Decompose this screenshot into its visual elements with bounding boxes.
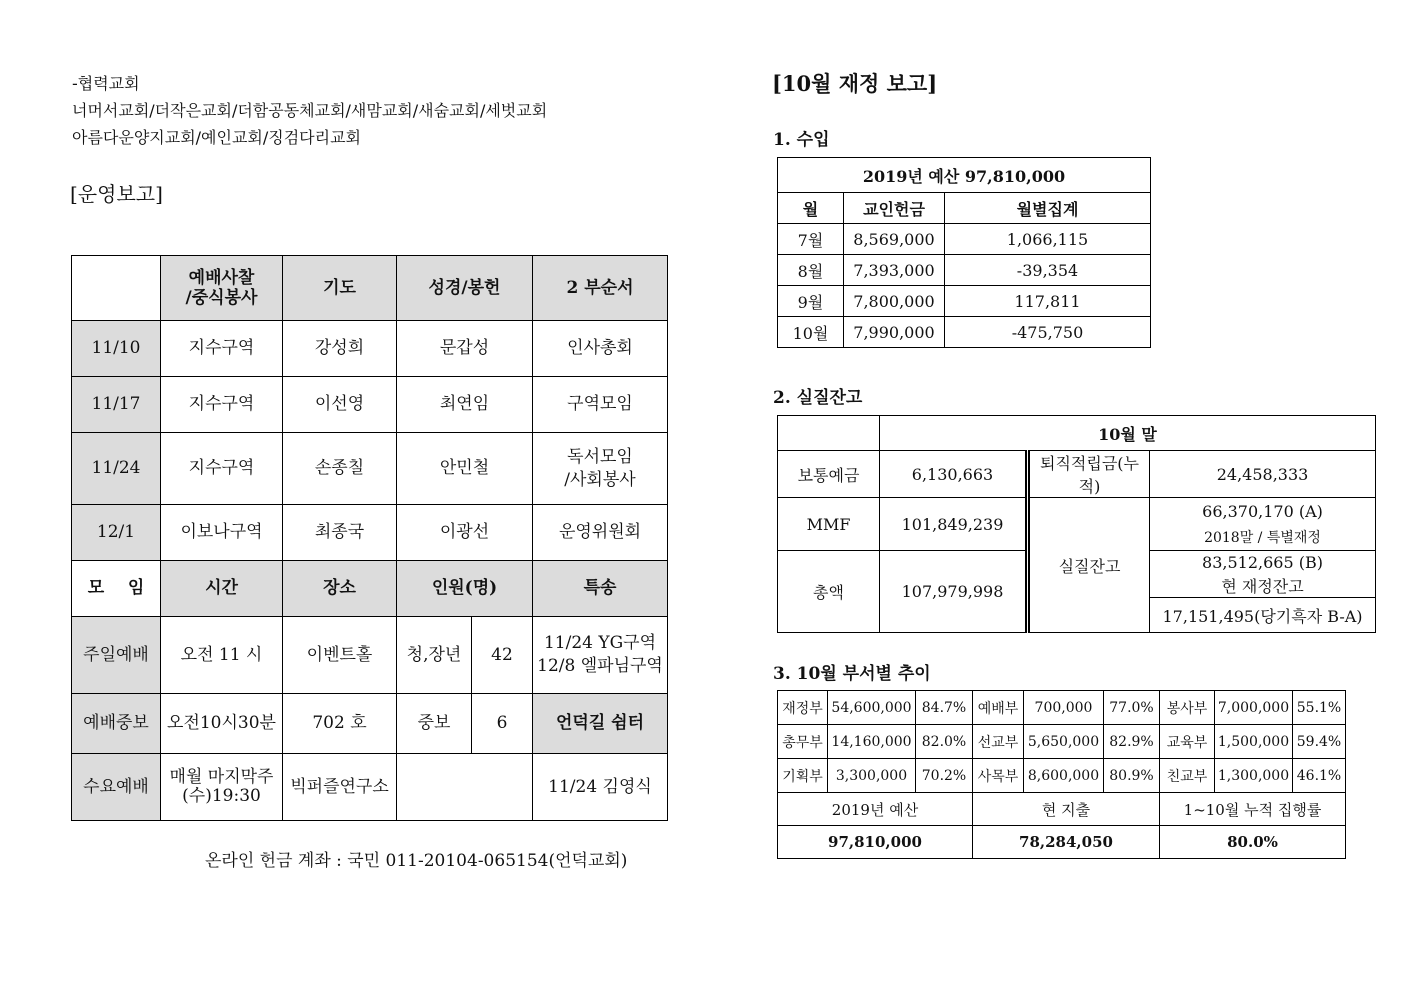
income-cell: 9월 <box>778 286 844 317</box>
ops-header-cell: 성경/봉헌 <box>397 256 533 321</box>
dept-cell: 3,300,000 <box>828 759 916 793</box>
income-cell: -475,750 <box>945 317 1151 348</box>
partners-heading: -협력교회 <box>72 74 140 93</box>
balance-corner <box>778 416 880 451</box>
dept-cell: 700,000 <box>1024 691 1104 725</box>
meeting-time: 매월 마지막주 (수)19:30 <box>161 754 283 821</box>
dept-cell: 82.0% <box>916 725 973 759</box>
balance-label: 퇴직적립금(누적) <box>1028 451 1150 498</box>
ops-cell: 문갑성 <box>397 321 533 377</box>
dept-cell: 교육부 <box>1160 725 1215 759</box>
meeting-place: 702 호 <box>283 694 397 754</box>
meeting-place: 이벤트홀 <box>283 617 397 694</box>
online-account: 온라인 헌금 계좌 : 국민 011-20104-065154(언덕교회) <box>205 851 628 871</box>
meeting-group: 청,장년 <box>397 617 472 694</box>
dept-summary-header: 현 지출 <box>973 793 1160 826</box>
ops-header-cell: 예배사찰 /중식봉사 <box>161 256 283 321</box>
dept-cell: 77.0% <box>1104 691 1160 725</box>
meeting-special: 11/24 YG구역 12/8 엘파님구역 <box>533 617 668 694</box>
dept-cell: 총무부 <box>778 725 828 759</box>
income-cell: 7,990,000 <box>844 317 945 348</box>
income-cell: -39,354 <box>945 255 1151 286</box>
meeting-row <box>72 694 668 754</box>
partners-line-2: 아름다운양지교회/예인교회/징검다리교회 <box>72 128 361 147</box>
meeting-count: 6 <box>472 694 533 754</box>
dept-cell: 예배부 <box>973 691 1024 725</box>
income-row <box>778 255 1151 286</box>
ops-cell: 운영위원회 <box>533 505 668 561</box>
dept-summary-header: 2019년 예산 <box>778 793 973 826</box>
meeting-count: 42 <box>472 617 533 694</box>
income-cell: 7월 <box>778 224 844 255</box>
partner-churches <box>72 70 547 151</box>
income-cell: 1,066,115 <box>945 224 1151 255</box>
dept-cell: 55.1% <box>1293 691 1346 725</box>
dept-cell: 54,600,000 <box>828 691 916 725</box>
income-header-cell: 월 <box>778 193 844 224</box>
ops-cell: 이광선 <box>397 505 533 561</box>
meeting-row <box>72 617 668 694</box>
balance-value: 101,849,239 <box>880 498 1028 551</box>
dept-summary-value: 97,810,000 <box>778 826 973 859</box>
dept-cell: 기획부 <box>778 759 828 793</box>
ops-header-row <box>72 256 668 321</box>
dept-row <box>778 691 1346 725</box>
meeting-name: 예배중보 <box>72 694 161 754</box>
income-cell: 8,569,000 <box>844 224 945 255</box>
ops-header-corner <box>72 256 161 321</box>
meeting-time: 오전 11 시 <box>161 617 283 694</box>
ops-header-cell: 2 부순서 <box>533 256 668 321</box>
meeting-place: 빅퍼즐연구소 <box>283 754 397 821</box>
ops-row <box>72 377 668 433</box>
balance-row <box>778 451 1376 498</box>
ops-cell: 최연임 <box>397 377 533 433</box>
dept-cell: 14,160,000 <box>828 725 916 759</box>
ops-header-cell: 기도 <box>283 256 397 321</box>
meeting-header-cell: 인원(명) <box>397 561 533 617</box>
dept-cell: 8,600,000 <box>1024 759 1104 793</box>
dept-cell: 선교부 <box>973 725 1024 759</box>
dept-summary-value: 80.0% <box>1160 826 1346 859</box>
income-header-row <box>778 193 1151 224</box>
ops-cell: 이선영 <box>283 377 397 433</box>
balance-label: 보통예금 <box>778 451 880 498</box>
dept-cell: 46.1% <box>1293 759 1346 793</box>
meeting-special: 11/24 김영식 <box>533 754 668 821</box>
income-cell: 8월 <box>778 255 844 286</box>
ops-cell: 이보나구역 <box>161 505 283 561</box>
ops-row <box>72 505 668 561</box>
balance-period: 10월 말 <box>880 416 1376 451</box>
ops-date: 12/1 <box>72 505 161 561</box>
income-budget: 2019년 예산 97,810,000 <box>778 158 1151 193</box>
balance-a-note: 2018말 / 특별재정 <box>1150 525 1376 551</box>
depts-heading: 3. 10월 부서별 추이 <box>773 664 931 684</box>
income-cell: 7,800,000 <box>844 286 945 317</box>
income-row <box>778 224 1151 255</box>
meeting-header-cell: 시간 <box>161 561 283 617</box>
ops-cell: 안민철 <box>397 433 533 505</box>
ops-cell: 독서모임 /사회봉사 <box>533 433 668 505</box>
meeting-group: 중보 <box>397 694 472 754</box>
balance-heading: 2. 실질잔고 <box>773 388 863 408</box>
ops-date: 11/10 <box>72 321 161 377</box>
dept-cell: 1,500,000 <box>1215 725 1293 759</box>
ops-title: [운영보고] <box>70 182 163 206</box>
income-table <box>777 157 1151 348</box>
income-heading: 1. 수입 <box>773 130 830 150</box>
meeting-header-cell: 특송 <box>533 561 668 617</box>
meeting-group <box>397 754 533 821</box>
finance-title: [10월 재정 보고] <box>772 71 938 96</box>
ops-cell: 최종국 <box>283 505 397 561</box>
income-cell: 117,811 <box>945 286 1151 317</box>
ops-cell: 지수구역 <box>161 377 283 433</box>
income-cell: 10월 <box>778 317 844 348</box>
ops-row <box>72 433 668 505</box>
dept-cell: 친교부 <box>1160 759 1215 793</box>
dept-summary-value-row <box>778 826 1346 859</box>
meeting-special: 언덕길 쉼터 <box>533 694 668 754</box>
meeting-name: 주일예배 <box>72 617 161 694</box>
balance-label: MMF <box>778 498 880 551</box>
ops-cell: 인사총회 <box>533 321 668 377</box>
balance-b-value: 83,512,665 (B) <box>1150 551 1376 574</box>
dept-cell: 1,300,000 <box>1215 759 1293 793</box>
meeting-row <box>72 754 668 821</box>
dept-summary-value: 78,284,050 <box>973 826 1160 859</box>
dept-row <box>778 725 1346 759</box>
real-balance-label: 실질잔고 <box>1028 498 1150 633</box>
dept-row <box>778 759 1346 793</box>
dept-summary-header-row <box>778 793 1346 826</box>
dept-cell: 5,650,000 <box>1024 725 1104 759</box>
income-row <box>778 317 1151 348</box>
balance-value: 24,458,333 <box>1150 451 1376 498</box>
income-header-cell: 교인헌금 <box>844 193 945 224</box>
balance-value: 107,979,998 <box>880 551 1028 633</box>
meeting-header-row <box>72 561 668 617</box>
department-table <box>777 690 1346 859</box>
income-row <box>778 286 1151 317</box>
dept-cell: 7,000,000 <box>1215 691 1293 725</box>
partners-line-1: 너머서교회/더작은교회/더함공동체교회/새맘교회/새숨교회/세벗교회 <box>72 101 548 120</box>
meeting-name: 수요예배 <box>72 754 161 821</box>
ops-cell: 지수구역 <box>161 433 283 505</box>
operations-table <box>71 255 668 821</box>
dept-cell: 재정부 <box>778 691 828 725</box>
dept-cell: 82.9% <box>1104 725 1160 759</box>
dept-cell: 84.7% <box>916 691 973 725</box>
meeting-header-cell: 모 임 <box>72 561 161 617</box>
dept-cell: 봉사부 <box>1160 691 1215 725</box>
ops-cell: 강성희 <box>283 321 397 377</box>
dept-summary-header: 1~10월 누적 집행률 <box>1160 793 1346 826</box>
ops-cell: 손종칠 <box>283 433 397 505</box>
ops-cell: 지수구역 <box>161 321 283 377</box>
meeting-time: 오전10시30분 <box>161 694 283 754</box>
dept-cell: 80.9% <box>1104 759 1160 793</box>
ops-row <box>72 321 668 377</box>
dept-cell: 사목부 <box>973 759 1024 793</box>
balance-value: 6,130,663 <box>880 451 1028 498</box>
meeting-header-cell: 장소 <box>283 561 397 617</box>
balance-surplus: 17,151,495(당기흑자 B-A) <box>1150 598 1376 633</box>
income-cell: 7,393,000 <box>844 255 945 286</box>
balance-a-value: 66,370,170 (A) <box>1150 498 1376 525</box>
dept-cell: 59.4% <box>1293 725 1346 759</box>
dept-cell: 70.2% <box>916 759 973 793</box>
income-header-cell: 월별집계 <box>945 193 1151 224</box>
balance-row <box>778 498 1376 525</box>
ops-date: 11/17 <box>72 377 161 433</box>
balance-b-note: 현 재정잔고 <box>1150 574 1376 598</box>
balance-table <box>777 415 1376 633</box>
ops-date: 11/24 <box>72 433 161 505</box>
balance-label: 총액 <box>778 551 880 633</box>
ops-cell: 구역모임 <box>533 377 668 433</box>
